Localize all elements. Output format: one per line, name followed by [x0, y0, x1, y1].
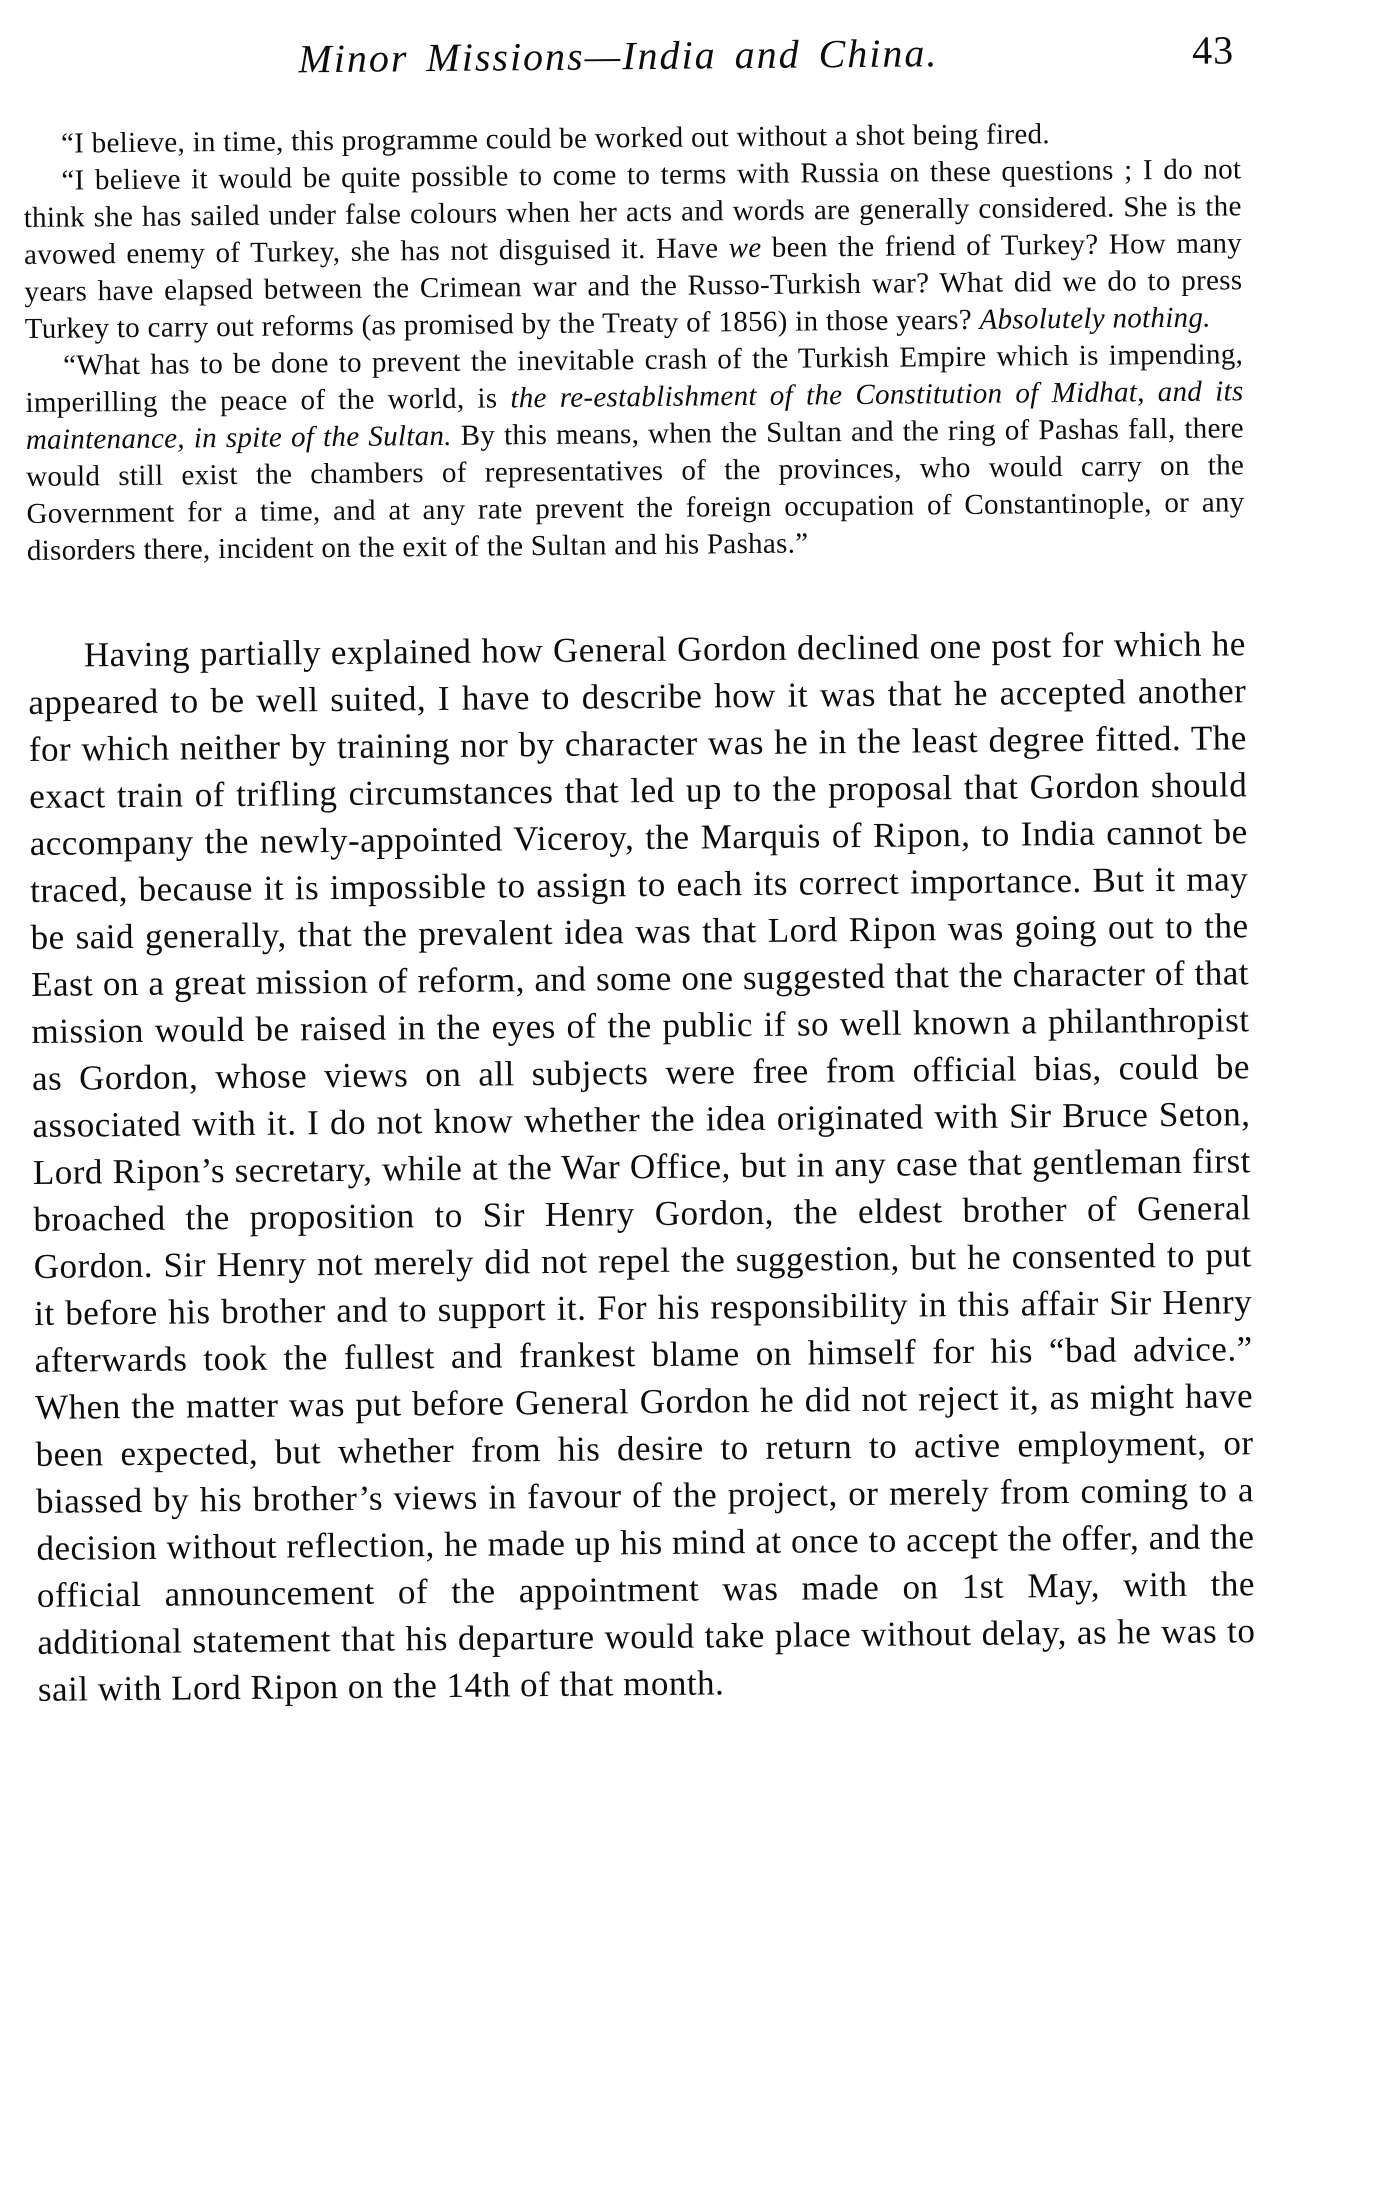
quoted-extract	[23, 114, 1245, 570]
text-run: been the friend of Turkey? How many years have elapsed between the Crimean war and the Russo-Turkish war? What did we do to press Turkey to carry out reforms (as promised by the Treaty of 1856) in those years?	[24, 227, 1243, 345]
page-header	[22, 26, 1241, 96]
text-run: “I believe, in time, this programme could be worked out without a shot being fired.	[60, 118, 1051, 160]
extract-paragraph	[23, 151, 1243, 348]
body-paragraph	[28, 620, 1256, 1713]
extract-paragraph	[25, 336, 1245, 570]
page-content	[22, 26, 1256, 1713]
text-run: “I believe it would be quite possible to come to terms with Russia on these questions ; I do not think she has sailed under false colours when her acts and words are generally considered. She is the avowed enemy of Turkey, she has not disguised it. Have	[23, 153, 1242, 271]
text-run: “What has to be done to prevent the inevitable crash of the Turkish Empire which is impending, imperilling the peace of the world, is	[25, 338, 1244, 419]
main-text	[28, 620, 1256, 1713]
italic-text-run: we	[728, 231, 762, 265]
text-run: Having partially explained how General Gordon declined one post for which he appeared to be well suited, I have to describe how it was that he accepted another for which neither by training nor by character was he in the least degree fitted. The exact train of trifling circumstances that led up to the proposal that Gordon should accompany the newly-appointed Viceroy, the Marquis of Ripon, to India cannot be traced, because it is impossible to assign to each its correct importance. But it may be said generally, that the prevalent idea was that Lord Ripon was going out to the East on a great mission of reform, and some one suggested that the character of that mission would be raised in the eyes of the public if so well known a philanthropist as Gordon, whose views on all subjects were free from official bias, could be associated with it. I do not know whether the idea originated with Sir Bruce Seton, Lord Ripon’s secretary, while at the War Office, but in any case that gentleman first broached the proposition to Sir Henry Gordon, the eldest brother of General Gordon. Sir Henry not merely did not repel the suggestion, but he consented to put it before his brother and to support it. For his responsibility in this affair Sir Henry afterwards took the fullest and frankest blame on himself for his “bad advice.” When the matter was put before General Gordon he did not reject it, as might have been expected, but whether from his desire to return to active employment, or biassed by his brother’s views in favour of the project, or merely from coming to a decision without reflection, he made up his mind at once to accept the offer, and the official announcement of the appointment was made on 1st May, with the additional statement that his departure would take place without delay, as he was to sail with Lord Ripon on the 14th of that month.	[28, 624, 1256, 1709]
running-title: Minor Missions—India and China.	[298, 30, 939, 82]
italic-text-run: the re-establishment of the Constitution of Midhat, and its maintenance, in spite of the Sultan.	[25, 375, 1244, 456]
italic-text-run: Absolutely nothing.	[979, 301, 1211, 336]
page-number: 43	[1191, 27, 1235, 73]
text-run: By this means, when the Sultan and the ring of Pashas fall, there would still exist the chambers of representatives of the provinces, who would carry on the Government for a time, and at any rate prevent the foreign occupation of Constantinople, or any disorders there, incident on the exit of the Sultan and his Pashas.”	[26, 412, 1245, 567]
